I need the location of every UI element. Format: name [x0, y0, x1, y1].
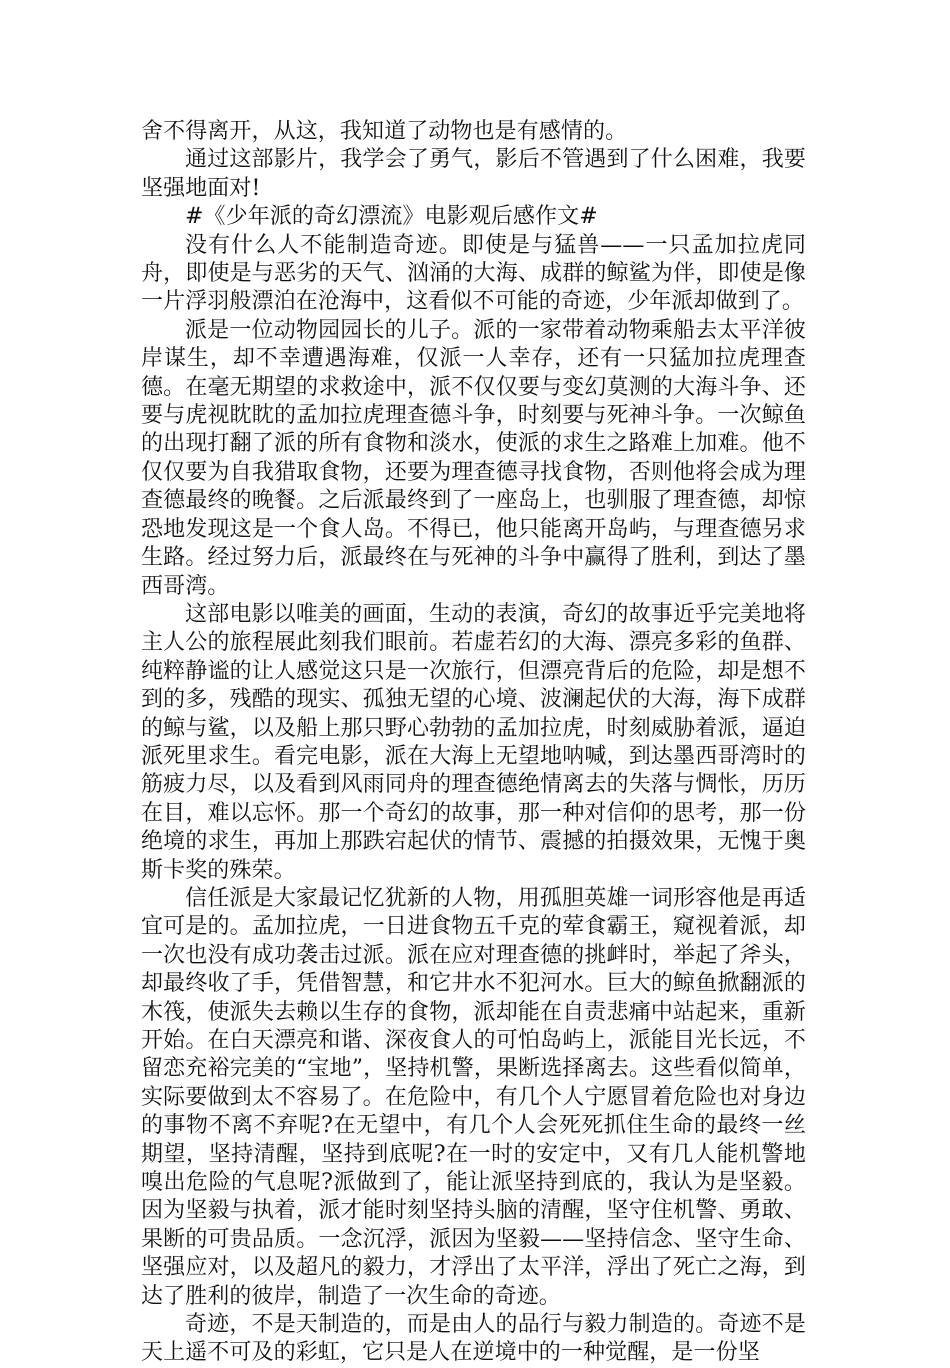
- paragraph: 没有什么人不能制造奇迹。即使是与猛兽——一只孟加拉虎同舟，即使是与恶劣的天气、汹涌的大海、成群的鲸鲨为伴，即使是像一片浮羽般漂泊在沧海中，这看似不可能的奇迹，少年派却做到了。: [141, 232, 806, 315]
- paragraph: 这部电影以唯美的画面，生动的表演，奇幻的故事近乎完美地将主人公的旅程展此刻我们眼前。若虚若幻的大海、漂亮多彩的鱼群、纯粹静谧的让人感觉这只是一次旅行，但漂亮背后的危险，却是想不到的多，残酷的现实、孤独无望的心境、波澜起伏的大海，海下成群的鲸与鲨，以及船上那只野心勃勃的孟加拉虎，时刻威胁着派，逼迫派死里求生。看完电影，派在大海上无望地呐喊，到达墨西哥湾时的筋疲力尽，以及看到风雨同舟的理查德绝情离去的失落与惆怅，历历在目，难以忘怀。那一个奇幻的故事，那一种对信仰的思考，那一份绝境的求生，再加上那跌宕起伏的情节、震撼的拍摄效果，无愧于奥斯卡奖的殊荣。: [141, 601, 806, 883]
- paragraph: 舍不得离开，从这，我知道了动物也是有感情的。: [141, 119, 628, 144]
- article-heading: #《少年派的奇幻漂流》电影观后感作文#: [185, 204, 598, 230]
- paragraph: 通过这部影片，我学会了勇气，影后不管遇到了什么困难，我要坚强地面对!: [141, 147, 806, 201]
- document-body: [141, 118, 806, 1368]
- paragraph: 奇迹，不是天制造的，而是由人的品行与毅力制造的。奇迹不是天上遥不可及的彩虹，它只是人在逆境中的一种觉醒，是一份坚: [141, 1312, 806, 1366]
- paragraph: 派是一位动物园园长的儿子。派的一家带着动物乘船去太平洋彼岸谋生，却不幸遭遇海难，仅派一人幸存，还有一只猛加拉虎理查德。在毫无期望的求救途中，派不仅仅要与变幻莫测的大海斗争、还要与虎视眈眈的孟加拉虎理查德斗争，时刻要与死神斗争。一次鲸鱼的出现打翻了派的所有食物和淡水，使派的求生之路难上加难。他不仅仅要为自我猎取食物，还要为理查德寻找食物，否则他将会成为理查德最终的晚餐。之后派最终到了一座岛上，也驯服了理查德，却惊恐地发现这是一个食人岛。不得已，他只能离开岛屿，与理查德另求生路。经过努力后，派最终在与死神的斗争中赢得了胜利，到达了墨西哥湾。: [141, 317, 806, 599]
- paragraph: 信任派是大家最记忆犹新的人物，用孤胆英雄一词形容他是再适宜可是的。孟加拉虎，一日进食物五千克的荤食霸王，窥视着派，却一次也没有成功袭击过派。派在应对理查德的挑衅时，举起了斧头，却最终收了手，凭借智慧，和它井水不犯河水。巨大的鲸鱼掀翻派的木筏，使派失去赖以生存的食物，派却能在自责悲痛中站起来，重新开始。在白天漂亮和谐、深夜食人的可怕岛屿上，派能目光长远，不留恋充裕完美的“宝地”，坚持机警，果断选择离去。这些看似简单，实际要做到太不容易了。在危险中，有几个人宁愿冒着危险也对身边的事物不离不弃呢?在无望中，有几个人会死死抓住生命的最终一丝期望，坚持清醒，坚持到底呢?在一时的安定中，又有几人能机警地嗅出危险的气息呢?派做到了，能让派坚持到底的，我认为是坚毅。因为坚毅与执着，派才能时刻坚持头脑的清醒，坚守住机警、勇敢、果断的可贵品质。一念沉浮，派因为坚毅——坚持信念、坚守生命、坚强应对，以及超凡的毅力，才浮出了太平洋，浮出了死亡之海，到达了胜利的彼岸，制造了一次生命的奇迹。: [141, 885, 806, 1309]
